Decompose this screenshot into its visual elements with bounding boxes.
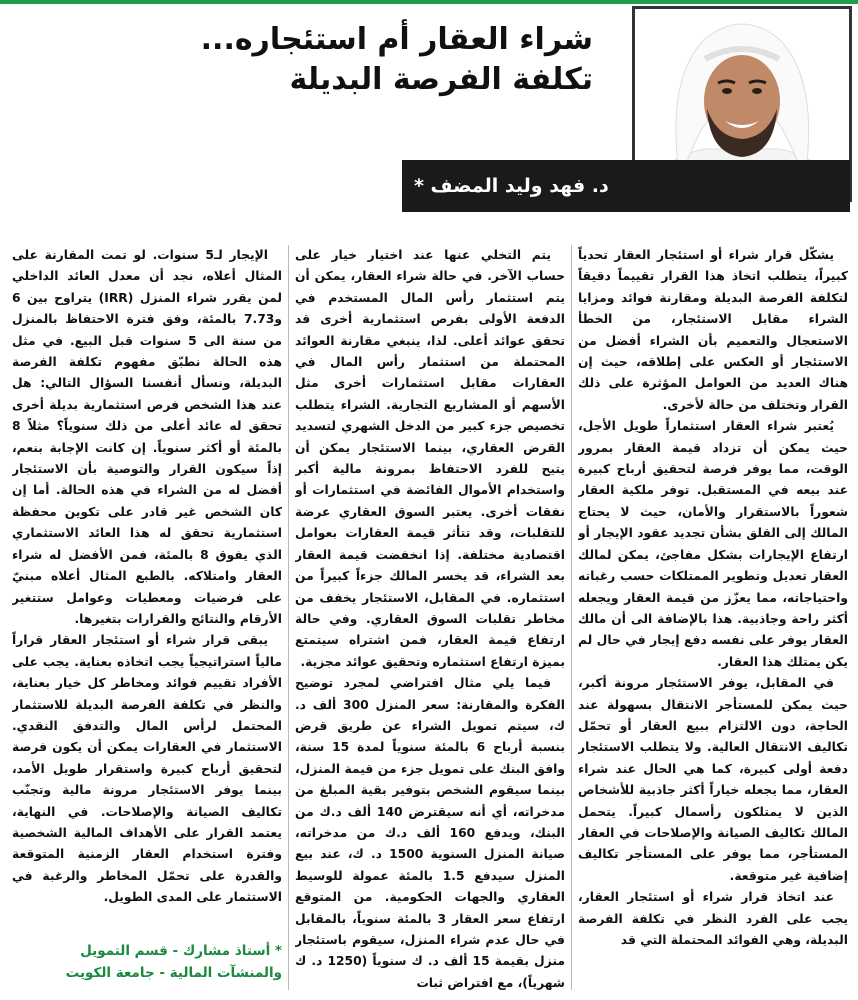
paragraph: عند اتخاذ قرار شراء أو استئجار العقار، يجب على الفرد النظر في تكلفة الفرصة البديلة، وهي الفوائد المحتملة التي قد xyxy=(578,890,848,947)
top-accent-bar xyxy=(0,0,858,4)
paragraph: يبقى قرار شراء أو استئجار العقار قراراً مالياً استراتيجياً يجب اتخاذه بعناية. يجب على الأفراد تقييم فوائد ومخاطر كل خيار بعناية، والنظر في تكلفة الفرصة البديلة للاستثمار المحتمل لرأس المال والتدفق النقدي. الاستثمار في العقارات يمكن أن يكون فرصة لتحقيق أرباح كبيرة واستقرار طويل الأمد، بينما يوفر الاستئجار مرونة مالية وتجنّب تكاليف الصيانة والإصلاحات. في النهاية، يعتمد القرار على الأهداف المالية الشخصية وفترة استخدام العقار الزمنية المتوقعة والقدرة على تحمّل المخاطر والرغبة في الاستثمار على المدى الطويل. xyxy=(12,633,282,905)
article-headline xyxy=(53,20,593,100)
paragraph: في المقابل، يوفر الاستئجار مرونة أكبر، حيث يمكن للمستأجر الانتقال بسهولة عند الحاجة، دون الالتزام ببيع العقار أو تحمّل تكاليف الانتقال العالية. ولا يتطلب الاستئجار دفعة أولى كبيرة، كما هي الحال عند شراء العقار، مما يجعله خياراً أكثر جاذبية للأشخاص الذين لا يمتلكون رأسمال كبيراً. يتحمل المالك تكاليف الصيانة والإصلاحات في العقار المستأجر، مما يوفر على المستأجر تكاليف إضافية غير متوقعة. xyxy=(578,676,848,883)
paragraph: الإيجار لـ5 سنوات. لو تمت المقارنة على المثال أعلاه، نجد أن معدل العائد الداخلي لمن يقرر شراء المنزل (IRR) يتراوح بين 6 و7.73 بالمئة، وفق فترة الاحتفاظ بالمنزل من سنة الى 5 سنوات قبل البيع. في مثل هذه الحالة نطبّق مفهوم تكلفة الفرصة البديلة، ونسأل أنفسنا السؤال التالي: هل عند هذا الشخص فرص استثمارية بديلة أخرى تحقق له عائد أعلى من ذلك سنوياً؟ مثلاً 8 بالمئة أو أكثر سنوياً. إن كانت الإجابة بنعم، إذاً سيكون القرار والتوصية بأن الاستئجار أفضل له من الشراء في هذه الحالة. أما إن كان الشخص غير قادر على تكوين محفظة استثمارية تحقق له هذا العائد الاستثماري الذي يفوق 8 بالمئة، فمن الأفضل له شراء العقار وامتلاكه. بالطبع المثال أعلاه مبنيّ على فرضيات ومعطيات وعوامل ستتغير الأرقام والنتائج والقرارات بتغيرها. xyxy=(12,248,282,626)
author-byline: د. فهد وليد المضف * xyxy=(402,160,850,212)
paragraph: فيما يلي مثال افتراضي لمجرد توضيح الفكرة والمقارنة: سعر المنزل 300 ألف د. ك، سيتم تمويل الشراء عن طريق قرض بنسبة أرباح 6 بالمئة سنوياً لمدة 15 سنة، وافق البنك على تمويل جزء من قيمة المنزل، بينما سيقوم الشخص بتوفير بقية المبلغ من مدخراته، أي أنه سيقترض 140 ألف د.ك من البنك، ويدفع 160 ألف د.ك من مدخراته، صيانة المنزل السنوية 1500 د. ك، عند بيع المنزل سيدفع 1.5 بالمئة عمولة للوسيط العقاري والجهات الحكومية. من المتوقع ارتفاع سعر العقار 3 بالمئة سنوياً، بالمقابل في حال عدم شراء المنزل، سيقوم باستئجار منزل بقيمة 15 ألف د. ك سنوياً (1250 د. ك شهرياً)، مع افتراض ثبات xyxy=(295,676,565,990)
author-footnote xyxy=(12,940,282,984)
paragraph: يتم التخلي عنها عند اختيار خيار على حساب الآخر. في حالة شراء العقار، يمكن أن يتم استثمار رأس المال المستخدم في الدفعة الأولى بفرص استثمارية أخرى قد تحقق عوائد أعلى. لذا، ينبغي مقارنة العوائد المحتملة من استثمار رأس المال في العقارات مقابل استثمارات أخرى مثل الأسهم أو المشاريع التجارية. الشراء يتطلب تخصيص جزء كبير من الدخل الشهري لتسديد القرض العقاري، بينما الاستئجار يمكن أن يتيح للفرد الاحتفاظ بمرونة مالية أكبر واستخدام الأموال الفائضة في استثمارات أو نفقات أخرى. يعتبر السوق العقاري عرضة للتقلبات، وقد تتأثر قيمة العقارات بعوامل اقتصادية مختلفة. إذا انخفضت قيمة العقار بعد الشراء، قد يخسر المالك جزءاً كبيراً من استثماره. في المقابل، الاستئجار يخفف من مخاطر تقلبات السوق العقاري. وفي حالة ارتفاع قيمة العقار، فمن اشتراه سيتمتع بميزة ارتفاع استثماره وتحقيق عوائد مجزية. xyxy=(295,248,565,669)
paragraph: يُعتبر شراء العقار استثماراً طويل الأجل، حيث يمكن أن تزداد قيمة العقار بمرور الوقت، مما يوفر فرصة لتحقيق أرباح كبيرة عند بيعه في المستقبل. توفر ملكية العقار شعوراً بالاستقرار والأمان، حيث لا يحتاج المالك إلى القلق بشأن تجديد عقود الإيجار أو ارتفاع الإيجارات بشكل مفاجئ، يمكن لمالك العقار تعديل وتطوير الممتلكات حسب رغباته واحتياجاته، مما يعزّز من قيمة العقار ويجعله أكثر راحة وجاذبية. هذا بالإضافة الى أن مالك العقار يوفر على نفسه دفع إيجار في حال لم يكن يمتلك هذا العقار. xyxy=(578,419,848,669)
article-column-3 xyxy=(12,245,282,935)
paragraph: يشكّل قرار شراء أو استئجار العقار تحدياً كبيراً، يتطلب اتخاذ هذا القرار تقييماً دقيقاً لتكلفة الفرصة البديلة ومقارنة فوائد ومزايا الشراء مقابل الاستئجار، من الخطأ الاستعجال والتعميم بأن الشراء أفضل من الاستئجار أو العكس على إطلاقه، حيث إن هناك العديد من العوامل المؤثرة على ذلك القرار وتختلف من حالة لأخرى. xyxy=(578,248,848,412)
footnote-line-1: * أستاذ مشارك - قسم التمويل xyxy=(80,943,282,959)
footnote-line-2: والمنشآت المالية - جامعة الكويت xyxy=(65,965,282,981)
headline-line-2: تكلفة الفرصة البديلة xyxy=(289,62,593,97)
column-divider xyxy=(288,245,289,990)
article-column-2 xyxy=(295,245,565,990)
article-column-1 xyxy=(578,245,848,990)
column-divider xyxy=(571,245,572,990)
headline-line-1: شراء العقار أم استئجاره... xyxy=(200,22,593,57)
